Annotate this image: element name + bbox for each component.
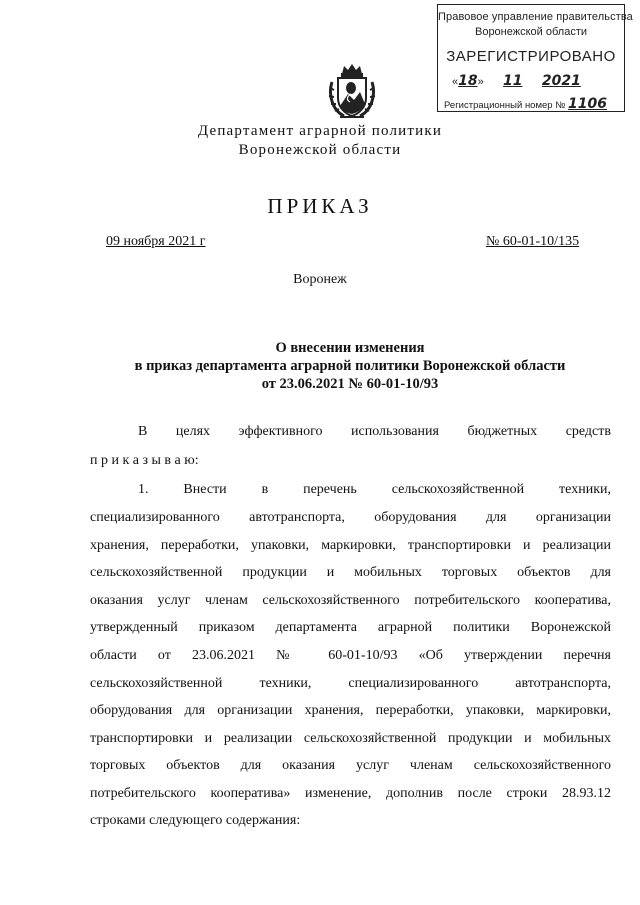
stamp-reg-number-value: 1106 <box>568 96 608 112</box>
body-line: области от 23.06.2021 № 60-01-10/93 «Об утверждении перечня <box>90 648 611 663</box>
body-line: потребительского кооператива» изменение, дополнив после строки 28.93.12 <box>90 786 611 801</box>
stamp-org-line2: Воронежской области <box>474 26 587 38</box>
body-line: В целях эффективного использования бюджетных средств <box>138 424 611 439</box>
body-line: строками следующего содержания: <box>90 813 301 828</box>
stamp-date-year: 2021 <box>541 73 581 89</box>
stamp-date-month: 11 <box>503 73 523 89</box>
department-name-line2: Воронежской области <box>238 142 402 158</box>
stamp-reg-number <box>444 96 607 112</box>
stamp-status: ЗАРЕГИСТРИРОВАНО <box>446 48 616 65</box>
body-line: оказания услуг членам сельскохозяйственного потребительского кооператива, <box>90 593 611 608</box>
body-line: п р и к а з ы в а ю: <box>90 453 199 468</box>
stamp-date: «18» 11 2021 <box>452 73 581 89</box>
body-line: транспортировки и реализации сельскохозяйственной продукции и мобильных <box>90 731 611 746</box>
title-line3: от 23.06.2021 № 60-01-10/93 <box>261 376 439 392</box>
stamp-date-day: 18 <box>458 73 478 89</box>
body-line: специализированного автотранспорта, оборудования для организации <box>90 510 611 525</box>
registration-stamp <box>437 4 633 112</box>
city: Воронеж <box>293 272 347 287</box>
voronezh-coat-of-arms-icon <box>326 60 378 122</box>
body-line: сельскохозяйственной техники, специализированного автотранспорта, <box>90 676 611 691</box>
body-line: хранения, переработки, упаковки, маркировки, транспортировки и реализации <box>90 538 611 553</box>
title-line1: О внесении изменения <box>275 340 425 356</box>
stamp-org-line1: Правовое управление правительства <box>438 11 633 23</box>
body-line: оборудования для организации хранения, переработки, упаковки, маркировки, <box>90 703 611 718</box>
order-number: № 60-01-10/135 <box>486 234 580 249</box>
department-name-line1: Департамент аграрной политики <box>197 123 443 139</box>
order-date: 09 ноября 2021 г <box>106 234 206 249</box>
document-type: ПРИКАЗ <box>267 194 373 218</box>
stamp-reg-number-label: Регистрационный номер № <box>444 100 566 111</box>
body-line: утвержденный приказом департамента аграрной политики Воронежской <box>90 620 611 635</box>
body-line: 1. Внести в перечень сельскохозяйственной техники, <box>138 482 611 497</box>
title-line2: в приказ департамента аграрной политики Воронежской области <box>134 358 566 374</box>
body-line: сельскохозяйственной продукции и мобильных торговых объектов для <box>90 565 611 580</box>
body-line: торговых объектов для оказания услуг членам сельскохозяйственного <box>90 758 611 773</box>
